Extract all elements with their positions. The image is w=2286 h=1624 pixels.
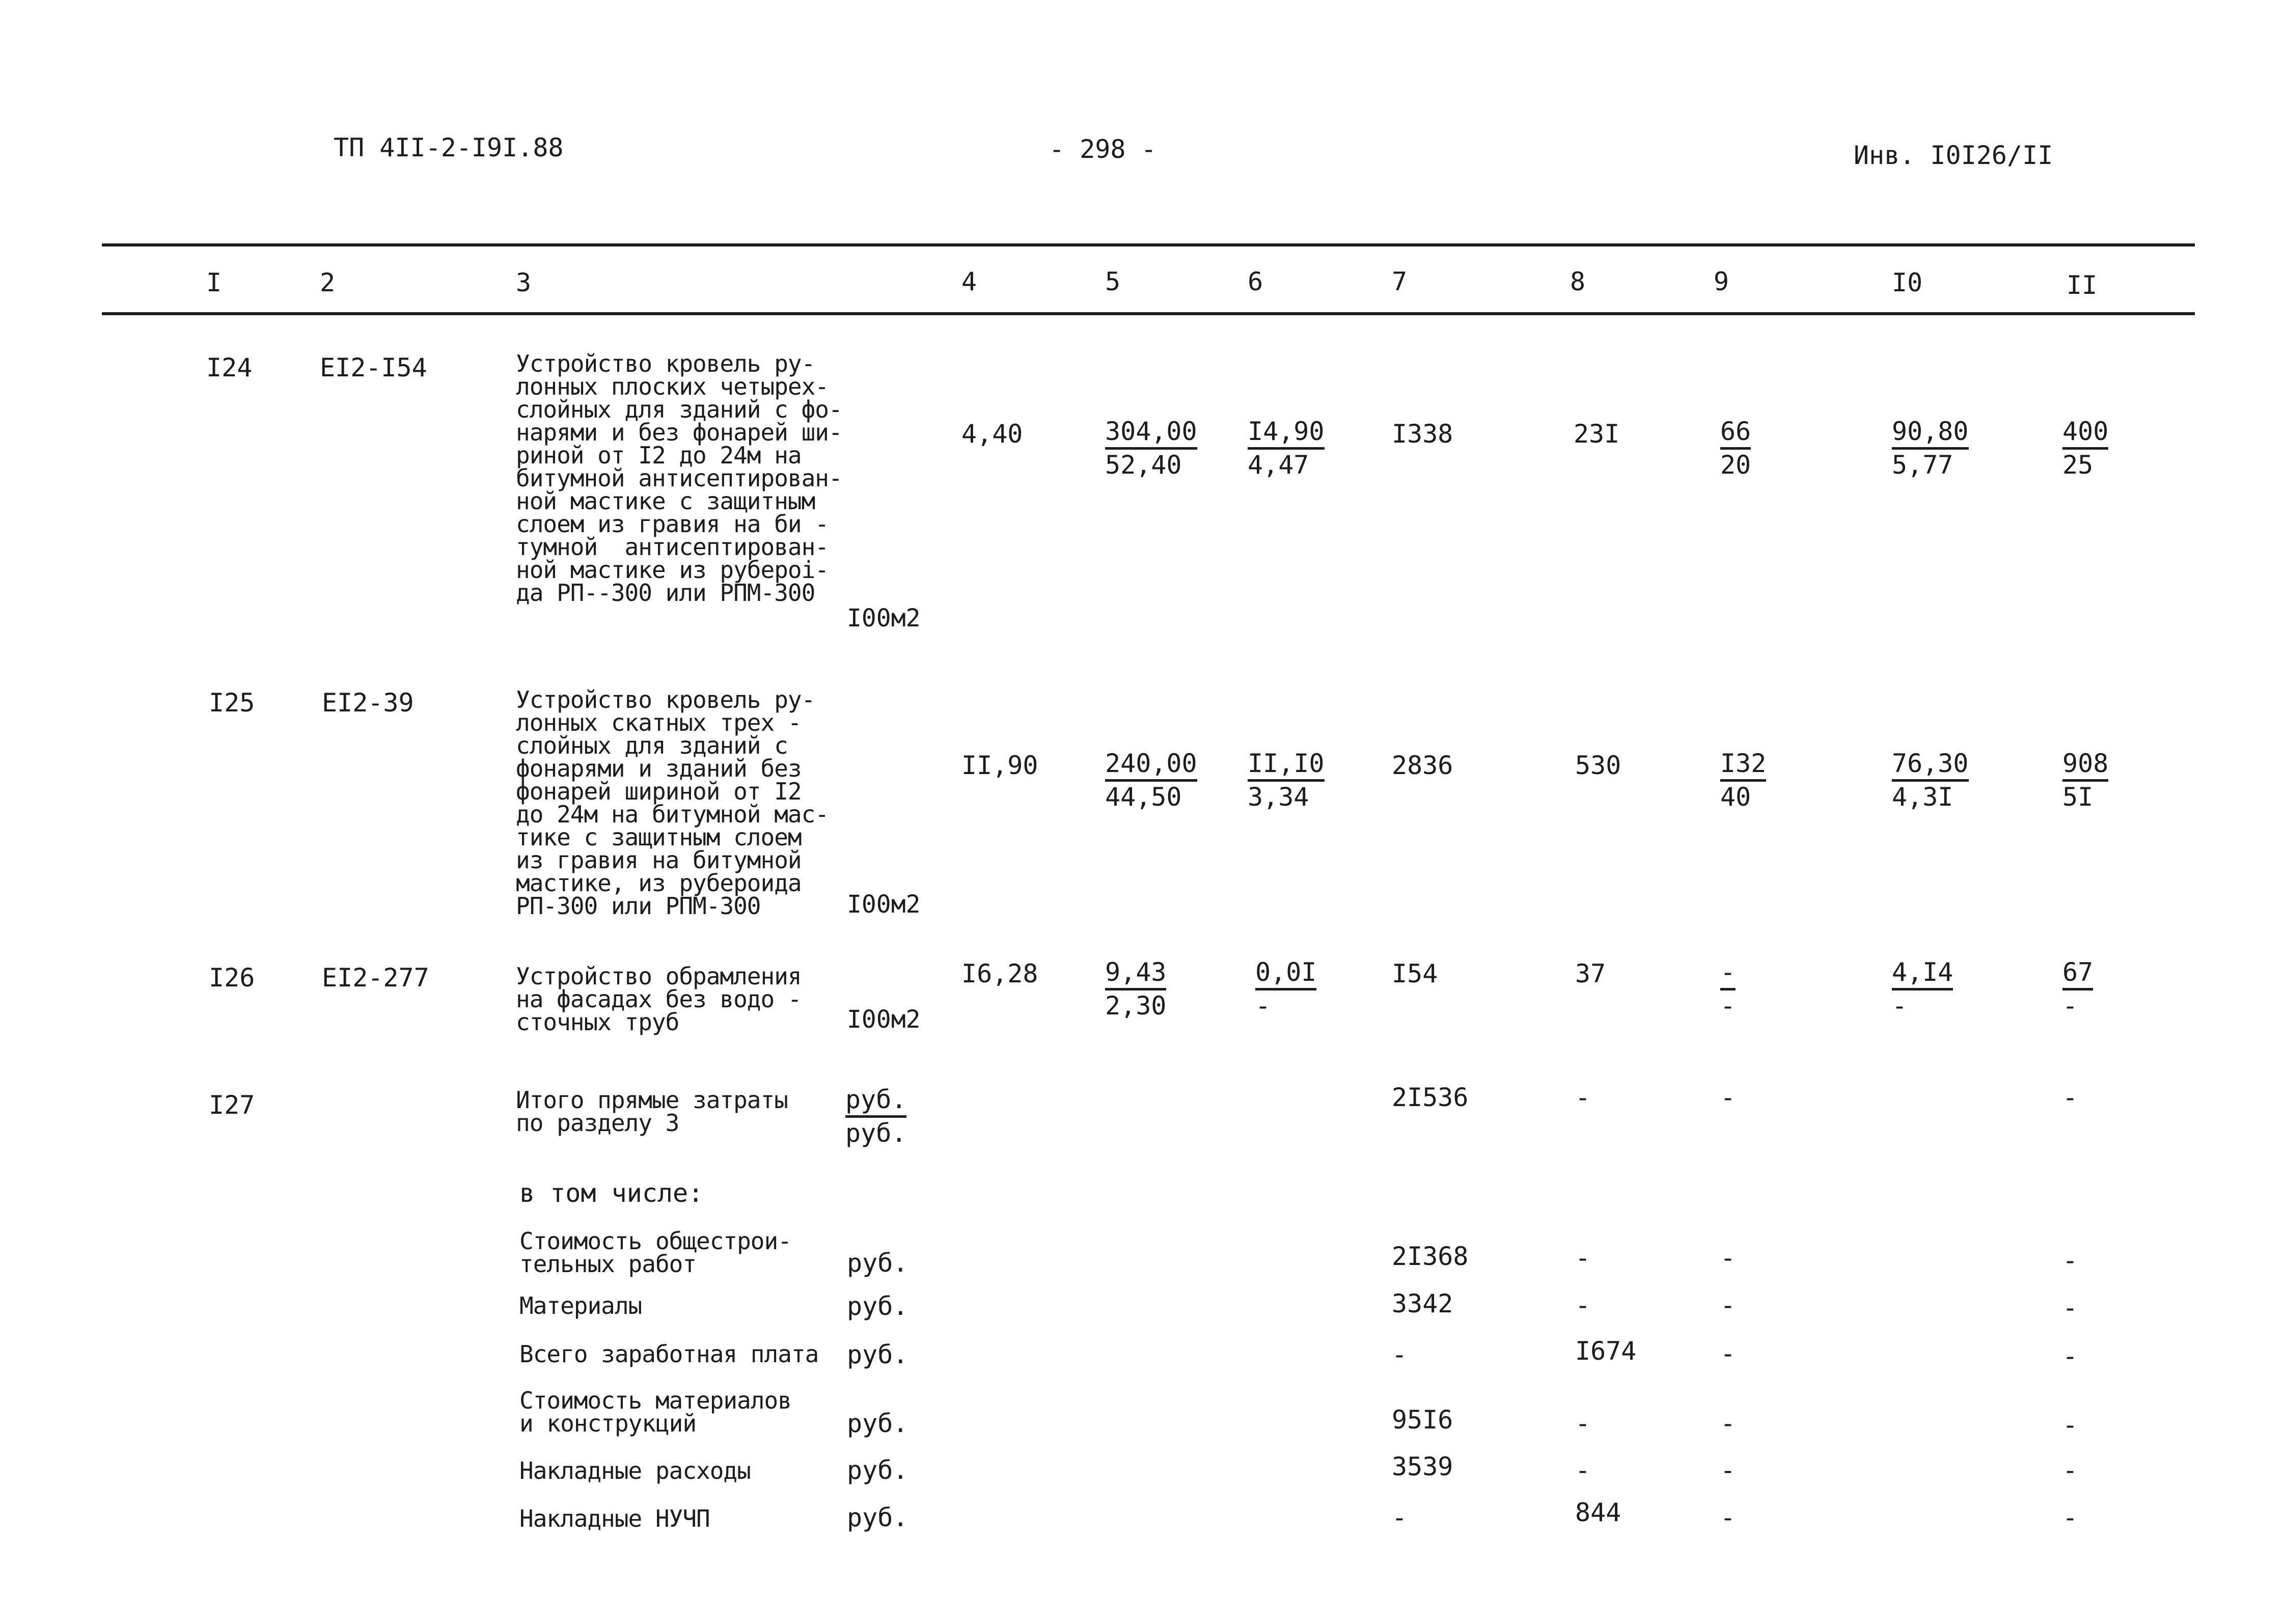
subrow-cost: 3539 xyxy=(1392,1452,1453,1481)
machine-cost: I4,90 xyxy=(1248,417,1325,450)
column-header: 3 xyxy=(516,268,532,297)
total-unit: руб. xyxy=(845,1085,906,1118)
row-number: I26 xyxy=(209,963,255,993)
total-wages: 23I xyxy=(1574,419,1620,449)
column-header: 2 xyxy=(320,268,336,297)
machine-cost-fraction xyxy=(1248,417,1380,480)
labor-value: 76,30 xyxy=(1892,749,1969,782)
subrow-column-9: - xyxy=(1720,1455,1736,1485)
column-11-value: - xyxy=(2062,1083,2078,1112)
subrow-column-9: - xyxy=(1720,1290,1736,1320)
column-9-fraction xyxy=(1720,957,1853,1021)
subrow-unit: руб. xyxy=(847,1248,908,1278)
subrow-label: Накладные расходы xyxy=(519,1457,751,1484)
machine-wages: - xyxy=(1255,991,1271,1021)
subrow-cost: 3342 xyxy=(1392,1289,1453,1318)
subrow-column-11: - xyxy=(2062,1246,2078,1275)
table-header-bottom-rule xyxy=(102,312,2195,315)
subrow-unit: руб. xyxy=(847,1291,908,1321)
subrow-label: Всего заработная плата xyxy=(519,1340,819,1368)
column-11-fraction xyxy=(2062,957,2195,1021)
machine-wages: 3,34 xyxy=(1248,782,1309,812)
subrow-cost: 2I368 xyxy=(1392,1242,1469,1271)
column-9-sub: - xyxy=(1720,991,1736,1021)
column-header: II xyxy=(2067,270,2098,300)
subrow-cost: 95I6 xyxy=(1392,1405,1453,1435)
work-description: Устройство кровель ру- лонных скатных трех - слойных для зданий с фонарями и зданий без фонарей шириной от I2 до 24м на битумной мас- тике с защитным слоем из гравия на битумной мастике, из рубероида РП-300 или РПМ-300 xyxy=(516,686,829,920)
column-9-value: I32 xyxy=(1720,749,1766,782)
total-cost: 2836 xyxy=(1392,751,1453,780)
subrow-label: Стоимость материалов и конструкций xyxy=(519,1387,791,1437)
column-11-value: 400 xyxy=(2062,417,2108,450)
machine-wages: 4,47 xyxy=(1248,450,1309,480)
subrow-column-11: - xyxy=(2062,1410,2078,1440)
machine-cost: II,I0 xyxy=(1248,749,1325,782)
subrow-wages: - xyxy=(1575,1455,1591,1485)
column-9-value: - xyxy=(1720,1083,1736,1112)
total-unit-sub: руб. xyxy=(845,1118,907,1148)
quantity: II,90 xyxy=(961,751,1038,780)
unit-of-measure: I00м2 xyxy=(847,604,921,632)
column-11-sub: 5I xyxy=(2062,782,2094,812)
row-number: I27 xyxy=(209,1090,255,1120)
column-11-value: 67 xyxy=(2062,957,2093,990)
total-cost: 2I536 xyxy=(1392,1083,1469,1112)
column-9-value: 66 xyxy=(1720,417,1751,450)
column-header: 9 xyxy=(1714,267,1729,296)
column-9-fraction xyxy=(1720,417,1853,480)
total-cost: I338 xyxy=(1392,419,1453,449)
column-9-fraction xyxy=(1720,749,1853,812)
table-top-rule xyxy=(102,243,2195,246)
labor-fraction xyxy=(1892,957,2024,1021)
subrow-column-9: - xyxy=(1720,1339,1736,1368)
column-11-fraction xyxy=(2062,417,2195,480)
column-header: 4 xyxy=(961,267,977,296)
unit-cost-fraction xyxy=(1105,957,1237,1021)
machine-cost: 0,0I xyxy=(1255,957,1316,990)
subrow-cost: - xyxy=(1392,1340,1408,1369)
column-11-value: 908 xyxy=(2062,749,2108,782)
unit-cost-fraction xyxy=(1105,417,1237,480)
unit-cost-fraction xyxy=(1105,749,1237,812)
unit-of-measure: I00м2 xyxy=(847,890,921,919)
total-wages: 530 xyxy=(1575,751,1621,780)
subrow-cost: - xyxy=(1392,1503,1408,1532)
total-label: Итого прямые затраты по разделу 3 xyxy=(516,1086,788,1137)
labor-sub: 4,3I xyxy=(1892,782,1953,812)
subrow-column-11: - xyxy=(2062,1503,2078,1532)
column-header: I xyxy=(206,268,222,297)
subrow-column-11: - xyxy=(2062,1455,2078,1485)
subrow-label: Стоимость общестрои- тельных работ xyxy=(519,1227,791,1278)
subrow-unit: руб. xyxy=(847,1455,908,1485)
quantity: 4,40 xyxy=(961,419,1023,449)
subrow-unit: руб. xyxy=(847,1409,908,1438)
column-11-fraction xyxy=(2062,749,2195,812)
unit-cost-wages: 2,30 xyxy=(1105,991,1167,1021)
total-wages: - xyxy=(1575,1083,1591,1112)
rate-code: ЕI2-I54 xyxy=(320,353,427,382)
subrow-wages: - xyxy=(1575,1243,1591,1273)
unit-of-measure: I00м2 xyxy=(847,1005,921,1034)
document-code: ТП 4II-2-I9I.88 xyxy=(334,133,564,162)
subrow-wages: - xyxy=(1575,1290,1591,1320)
subrow-wages: 844 xyxy=(1575,1498,1621,1527)
subrow-wages: - xyxy=(1575,1409,1591,1438)
machine-cost-fraction xyxy=(1248,749,1380,812)
subrow-unit: руб. xyxy=(847,1340,908,1369)
column-header: I0 xyxy=(1892,268,1923,297)
subrow-column-9: - xyxy=(1720,1503,1736,1532)
unit-cost-wages: 44,50 xyxy=(1105,782,1182,812)
column-header: 5 xyxy=(1105,267,1121,296)
machine-cost-fraction xyxy=(1255,957,1388,1021)
subrow-column-9: - xyxy=(1720,1409,1736,1438)
labor-sub: - xyxy=(1892,991,1908,1021)
column-header: 7 xyxy=(1392,267,1408,296)
total-unit-fraction xyxy=(845,1085,917,1148)
row-number: I24 xyxy=(206,353,253,382)
subrow-column-9: - xyxy=(1720,1243,1736,1273)
labor-sub: 5,77 xyxy=(1892,450,1953,480)
quantity: I6,28 xyxy=(961,959,1038,988)
column-header: 8 xyxy=(1570,267,1586,296)
subrow-column-11: - xyxy=(2062,1341,2078,1371)
subrow-unit: руб. xyxy=(847,1503,908,1532)
column-11-sub: 25 xyxy=(2062,450,2094,480)
total-wages: 37 xyxy=(1575,959,1606,988)
column-11-sub: - xyxy=(2062,991,2078,1021)
column-9-value: - xyxy=(1720,957,1736,990)
rate-code: ЕI2-277 xyxy=(322,963,429,993)
labor-value: 90,80 xyxy=(1892,417,1969,450)
column-header: 6 xyxy=(1248,267,1263,296)
labor-value: 4,I4 xyxy=(1892,957,1953,990)
row-number: I25 xyxy=(209,688,255,718)
labor-fraction xyxy=(1892,749,2024,812)
unit-cost-total: 304,00 xyxy=(1105,417,1197,450)
labor-fraction xyxy=(1892,417,2024,480)
unit-cost-total: 240,00 xyxy=(1105,749,1197,782)
subrow-label: Материалы xyxy=(519,1292,642,1319)
work-description: Устройство кровель ру- лонных плоских четырех- слойных для зданий с фо- нарями и без фонарей ши- риной от I2 до 24м на битумной антисептирован- ной мастике с защитным слоем из гравия на би - тумной антисептирован- ной мастике из рубероі- да РП--300 или РПМ-300 xyxy=(516,350,842,607)
unit-cost-total: 9,43 xyxy=(1105,957,1166,990)
inventory-number: Инв. I0I26/II xyxy=(1854,141,2053,170)
subrow-wages: I674 xyxy=(1575,1336,1637,1366)
including-label: в том числе: xyxy=(519,1178,704,1208)
unit-cost-wages: 52,40 xyxy=(1105,450,1182,480)
total-cost: I54 xyxy=(1392,959,1438,988)
rate-code: ЕI2-39 xyxy=(322,688,414,718)
subrow-label: Накладные НУЧП xyxy=(519,1505,710,1532)
subrow-column-11: - xyxy=(2062,1293,2078,1323)
column-9-sub: 20 xyxy=(1720,450,1751,480)
work-description: Устройство обрамления на фасадах без водо - сточных труб xyxy=(516,962,802,1036)
column-9-sub: 40 xyxy=(1720,782,1751,812)
page-number: - 298 - xyxy=(1049,134,1156,164)
